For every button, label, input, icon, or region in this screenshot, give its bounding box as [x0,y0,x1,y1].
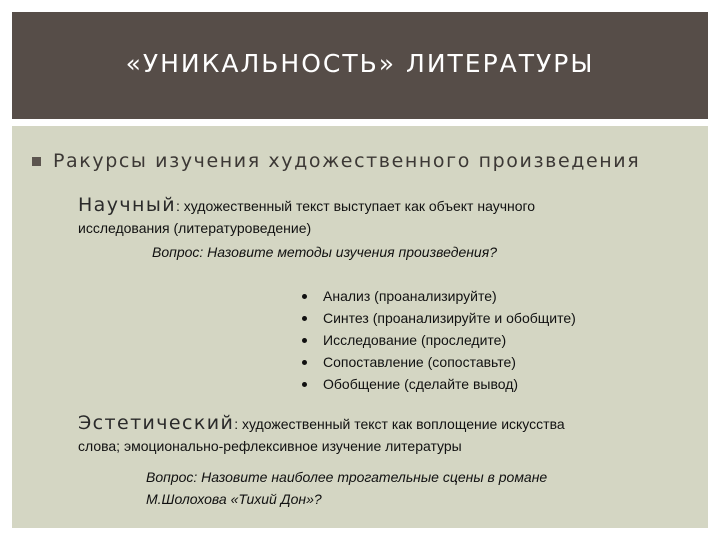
scientific-paragraph [78,194,678,239]
list-item [302,351,576,373]
aesthetic-paragraph [78,412,678,457]
scientific-text-1: : художественный текст выступает как объект научного [175,198,536,214]
square-bullet-icon [32,157,41,166]
bullet-dot-icon [302,338,307,343]
aesthetic-question-line-1: Вопрос: Назовите наиболее трогательные сцены в романе [146,469,548,485]
list-item [302,329,576,351]
bullet-dot-icon [302,294,307,299]
scientific-line-2: исследования (литературоведение) [78,220,312,236]
list-item [302,285,576,307]
method-text: Анализ (проанализируйте) [323,288,497,304]
scientific-lead: Научный [78,194,176,216]
main-bullet [32,150,640,172]
aesthetic-line-1 [78,412,678,435]
methods-list [302,285,576,395]
slide-header [12,12,708,119]
scientific-question: Вопрос: Назовите методы изучения произведения? [152,244,497,260]
aesthetic-lead: Эстетический [78,412,235,434]
bullet-dot-icon [302,360,307,365]
aesthetic-text-1: : художественный текст как воплощение искусства [234,416,565,432]
method-text: Сопоставление (сопоставьте) [323,354,516,370]
main-bullet-text: Ракурсы изучения художественного произведения [53,150,641,172]
method-text: Обобщение (сделайте вывод) [323,376,519,392]
aesthetic-question [146,466,547,510]
scientific-line-1 [78,194,678,217]
slide-title: «УНИКАЛЬНОСТЬ» ЛИТЕРАТУРЫ [125,49,595,78]
method-text: Исследование (проследите) [323,332,507,348]
slide-content [12,126,708,528]
bullet-dot-icon [302,382,307,387]
list-item [302,373,576,395]
aesthetic-question-line-2: М.Шолохова «Тихий Дон»? [146,491,322,507]
method-text: Синтез (проанализируйте и обобщите) [323,310,576,326]
bullet-dot-icon [302,316,307,321]
aesthetic-line-2: слова; эмоционально-рефлексивное изучение литературы [78,438,462,454]
list-item [302,307,576,329]
